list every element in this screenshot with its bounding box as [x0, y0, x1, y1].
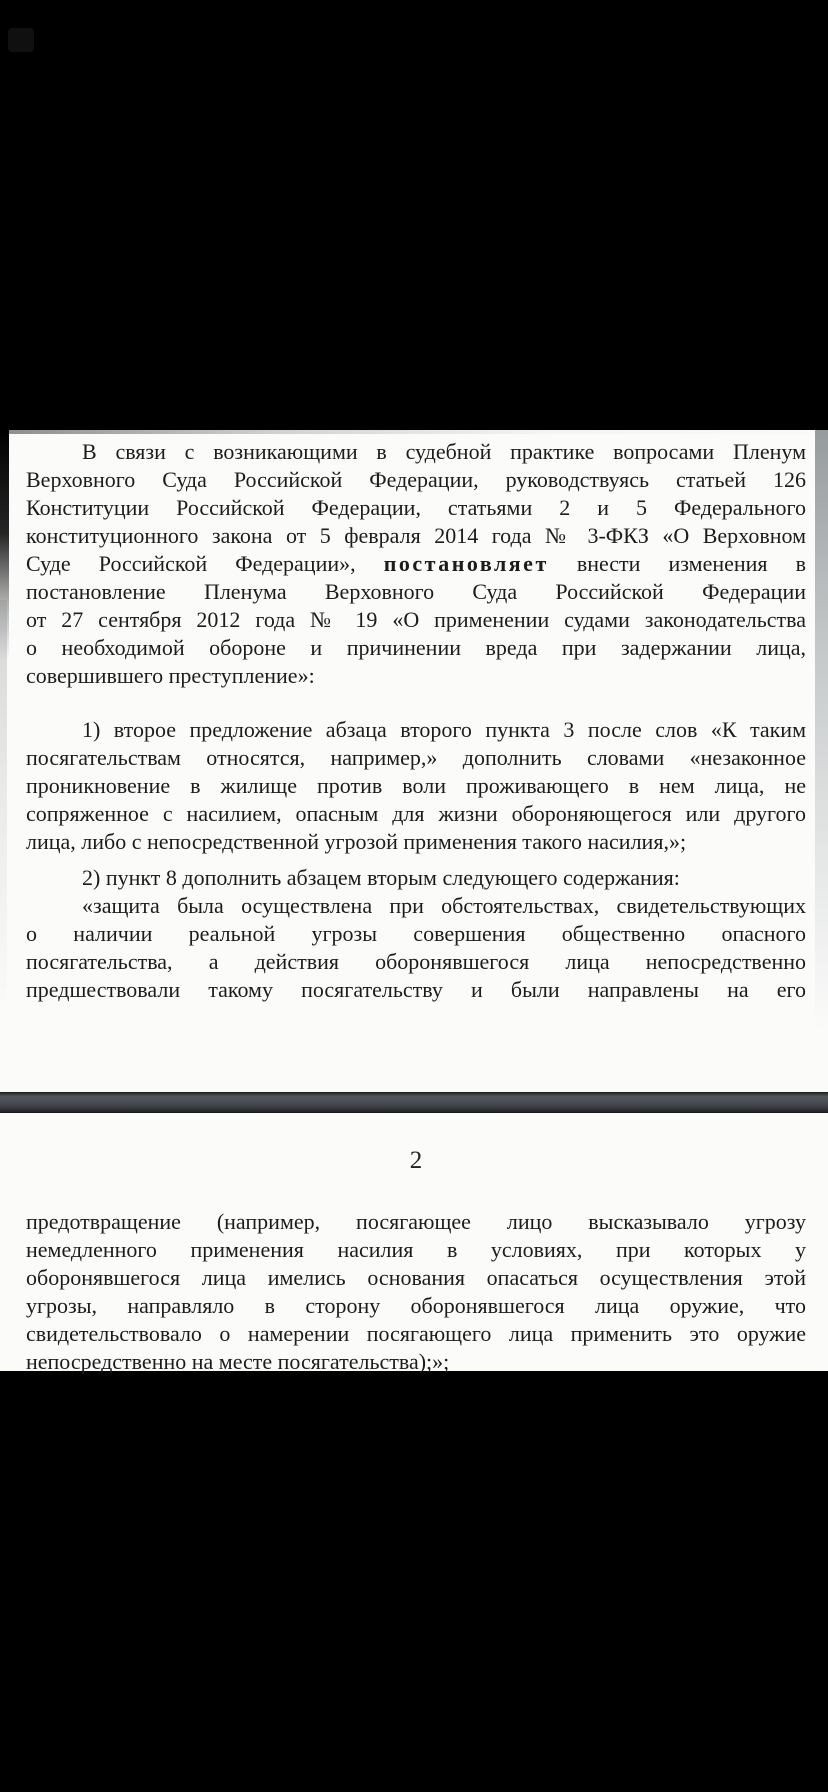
- text-line: сопряженное с насилием, опасным для жизни обороняющегося или другого: [26, 801, 806, 826]
- text-line: 2) пункт 8 дополнить абзацем вторым следующего содержания:: [82, 865, 680, 890]
- text-line: о наличии реальной угрозы совершения общественно опасного: [26, 921, 806, 946]
- page-right-edge-shadow: [815, 430, 828, 1030]
- text-line: «защита была осуществлена при обстоятельствах, свидетельствующих: [82, 893, 806, 918]
- text-line: от 27 сентября 2012 года № 19 «О применении судами законодательства: [26, 607, 806, 632]
- paragraph: [26, 716, 806, 856]
- page-2-text: [26, 1208, 806, 1376]
- page-1-text: [26, 438, 806, 1004]
- page-left-edge-grey: [0, 600, 7, 1020]
- page-top-edge-shadow: [0, 430, 828, 434]
- paragraph: [26, 864, 806, 892]
- paragraph: [26, 892, 806, 1004]
- text-line: немедленного применения насилия в условиях, при которых у: [26, 1237, 806, 1262]
- text-line: оборонявшегося лица имелись основания опасаться осуществления этой: [26, 1265, 806, 1290]
- text-line: [26, 550, 806, 578]
- text-line: предшествовали такому посягательству и были направлены на его: [26, 977, 806, 1002]
- text-line: посягательствам относятся, например,» дополнить словами «незаконное: [26, 745, 806, 770]
- text-line: Конституции Российской Федерации, статьями 2 и 5 Федерального: [26, 495, 806, 520]
- text-line: совершившего преступление»:: [26, 663, 315, 688]
- text-line: угрозы, направляло в сторону оборонявшегося лица оружие, что: [26, 1293, 806, 1318]
- text-line: свидетельствовало о намерении посягающего лица применить это оружие: [26, 1321, 806, 1346]
- text-line: В связи с возникающими в судебной практике вопросами Пленум: [82, 439, 806, 464]
- text-line: лица, либо с непосредственной угрозой применения такого насилия,»;: [26, 829, 687, 854]
- text-line: о необходимой обороне и причинении вреда при задержании лица,: [26, 635, 806, 660]
- text-segment: внести изменения в: [548, 551, 806, 576]
- document-page-2: [0, 1113, 828, 1374]
- text-line: 1) второе предложение абзаца второго пункта 3 после слов «К таким: [82, 717, 806, 742]
- text-line: конституционного закона от 5 февраля 2014 года № 3-ФКЗ «О Верховном: [26, 523, 806, 548]
- paragraph: [26, 1208, 806, 1376]
- text-line: проникновение в жилище против воли проживающего в нем лица, не: [26, 773, 806, 798]
- bold-term: постановляет: [383, 551, 549, 576]
- text-line: постановление Пленума Верховного Суда Российской Федерации: [26, 579, 806, 604]
- corner-artifact: [8, 28, 34, 52]
- text-line: непосредственно на месте посягательства);»;: [26, 1349, 450, 1374]
- page-break-separator: [0, 1092, 828, 1113]
- text-segment: Суде Российской Федерации»,: [26, 551, 384, 576]
- document-page-1: [0, 430, 828, 1092]
- paragraph: [26, 438, 806, 690]
- page-number: 2: [409, 1147, 423, 1174]
- text-line: посягательства, а действия оборонявшегося лица непосредственно: [26, 949, 806, 974]
- text-line: Верховного Суда Российской Федерации, руководствуясь статьей 126: [26, 467, 806, 492]
- text-line: предотвращение (например, посягающее лицо высказывало угрозу: [26, 1209, 806, 1234]
